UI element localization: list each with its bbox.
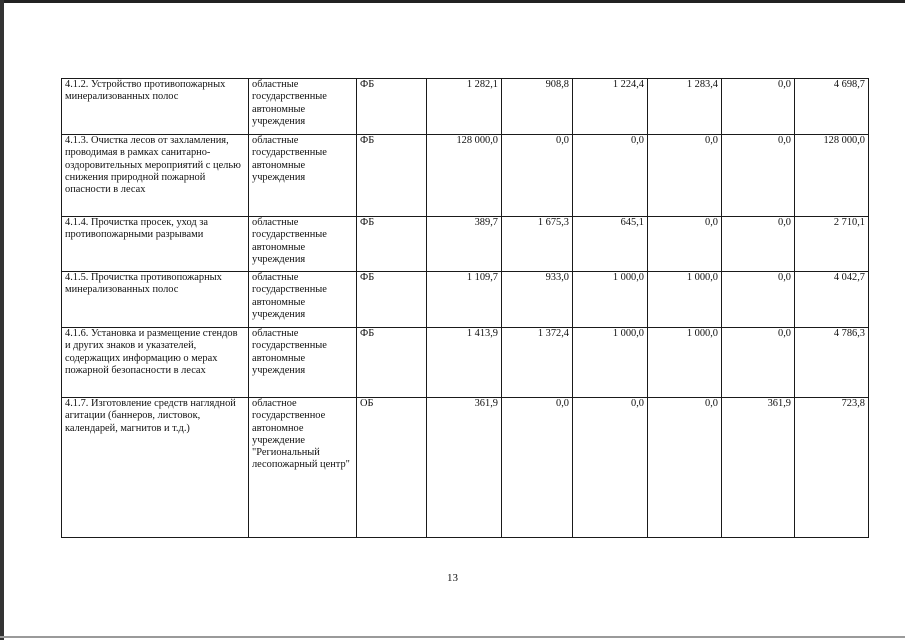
funding-source: ФБ bbox=[357, 272, 427, 328]
amount-1: 389,7 bbox=[427, 217, 502, 272]
program-activities-table bbox=[61, 78, 869, 538]
activity-name: 4.1.3. Очистка лесов от захламления, проводимая в рамках санитарно-оздоровительных мероприятий с целью снижения природной пожарной опасности в лесах bbox=[62, 135, 249, 217]
amount-2: 933,0 bbox=[502, 272, 573, 328]
scan-edge-bottom bbox=[0, 636, 905, 638]
table-row bbox=[62, 328, 869, 398]
amount-2: 908,8 bbox=[502, 79, 573, 135]
amount-1: 128 000,0 bbox=[427, 135, 502, 217]
amount-4: 0,0 bbox=[648, 135, 722, 217]
amount-4: 0,0 bbox=[648, 398, 722, 538]
table-row bbox=[62, 79, 869, 135]
amount-5: 0,0 bbox=[722, 328, 795, 398]
amount-2: 0,0 bbox=[502, 398, 573, 538]
amount-3: 0,0 bbox=[573, 135, 648, 217]
amount-total: 4 042,7 bbox=[795, 272, 869, 328]
amount-total: 723,8 bbox=[795, 398, 869, 538]
amount-total: 128 000,0 bbox=[795, 135, 869, 217]
amount-3: 1 224,4 bbox=[573, 79, 648, 135]
amount-5: 0,0 bbox=[722, 79, 795, 135]
amount-3: 0,0 bbox=[573, 398, 648, 538]
scan-edge-top bbox=[0, 0, 905, 3]
amount-2: 1 372,4 bbox=[502, 328, 573, 398]
executor: областные государственные автономные учреждения bbox=[249, 328, 357, 398]
amount-3: 645,1 bbox=[573, 217, 648, 272]
amount-4: 0,0 bbox=[648, 217, 722, 272]
amount-2: 1 675,3 bbox=[502, 217, 573, 272]
executor: областные государственные автономные учреждения bbox=[249, 135, 357, 217]
table-row bbox=[62, 272, 869, 328]
amount-3: 1 000,0 bbox=[573, 272, 648, 328]
amount-total: 2 710,1 bbox=[795, 217, 869, 272]
executor: областные государственные автономные учреждения bbox=[249, 272, 357, 328]
amount-5: 0,0 bbox=[722, 135, 795, 217]
funding-source: ФБ bbox=[357, 328, 427, 398]
funding-source: ФБ bbox=[357, 135, 427, 217]
table-row bbox=[62, 135, 869, 217]
amount-total: 4 698,7 bbox=[795, 79, 869, 135]
amount-2: 0,0 bbox=[502, 135, 573, 217]
activity-name: 4.1.5. Прочистка противопожарных минерализованных полос bbox=[62, 272, 249, 328]
activity-name: 4.1.2. Устройство противопожарных минерализованных полос bbox=[62, 79, 249, 135]
amount-5: 0,0 bbox=[722, 217, 795, 272]
activity-name: 4.1.7. Изготовление средств наглядной агитации (баннеров, листовок, календарей, магнитов и т.д.) bbox=[62, 398, 249, 538]
amount-1: 1 109,7 bbox=[427, 272, 502, 328]
funding-source: ОБ bbox=[357, 398, 427, 538]
amount-1: 361,9 bbox=[427, 398, 502, 538]
amount-5: 0,0 bbox=[722, 272, 795, 328]
page-number: 13 bbox=[447, 572, 458, 584]
amount-1: 1 413,9 bbox=[427, 328, 502, 398]
amount-5: 361,9 bbox=[722, 398, 795, 538]
amount-4: 1 000,0 bbox=[648, 328, 722, 398]
executor: областные государственные автономные учреждения bbox=[249, 217, 357, 272]
funding-source: ФБ bbox=[357, 217, 427, 272]
table-row bbox=[62, 398, 869, 538]
scan-edge-left bbox=[0, 0, 4, 640]
activity-name: 4.1.4. Прочистка просек, уход за противопожарными разрывами bbox=[62, 217, 249, 272]
funding-source: ФБ bbox=[357, 79, 427, 135]
amount-total: 4 786,3 bbox=[795, 328, 869, 398]
amount-4: 1 000,0 bbox=[648, 272, 722, 328]
amount-1: 1 282,1 bbox=[427, 79, 502, 135]
amount-3: 1 000,0 bbox=[573, 328, 648, 398]
amount-4: 1 283,4 bbox=[648, 79, 722, 135]
executor: областные государственные автономные учреждения bbox=[249, 79, 357, 135]
executor: областное государственное автономное учреждение "Региональный лесопожарный центр" bbox=[249, 398, 357, 538]
activity-name: 4.1.6. Установка и размещение стендов и других знаков и указателей, содержащих информацию о мерах пожарной безопасности в лесах bbox=[62, 328, 249, 398]
table-row bbox=[62, 217, 869, 272]
